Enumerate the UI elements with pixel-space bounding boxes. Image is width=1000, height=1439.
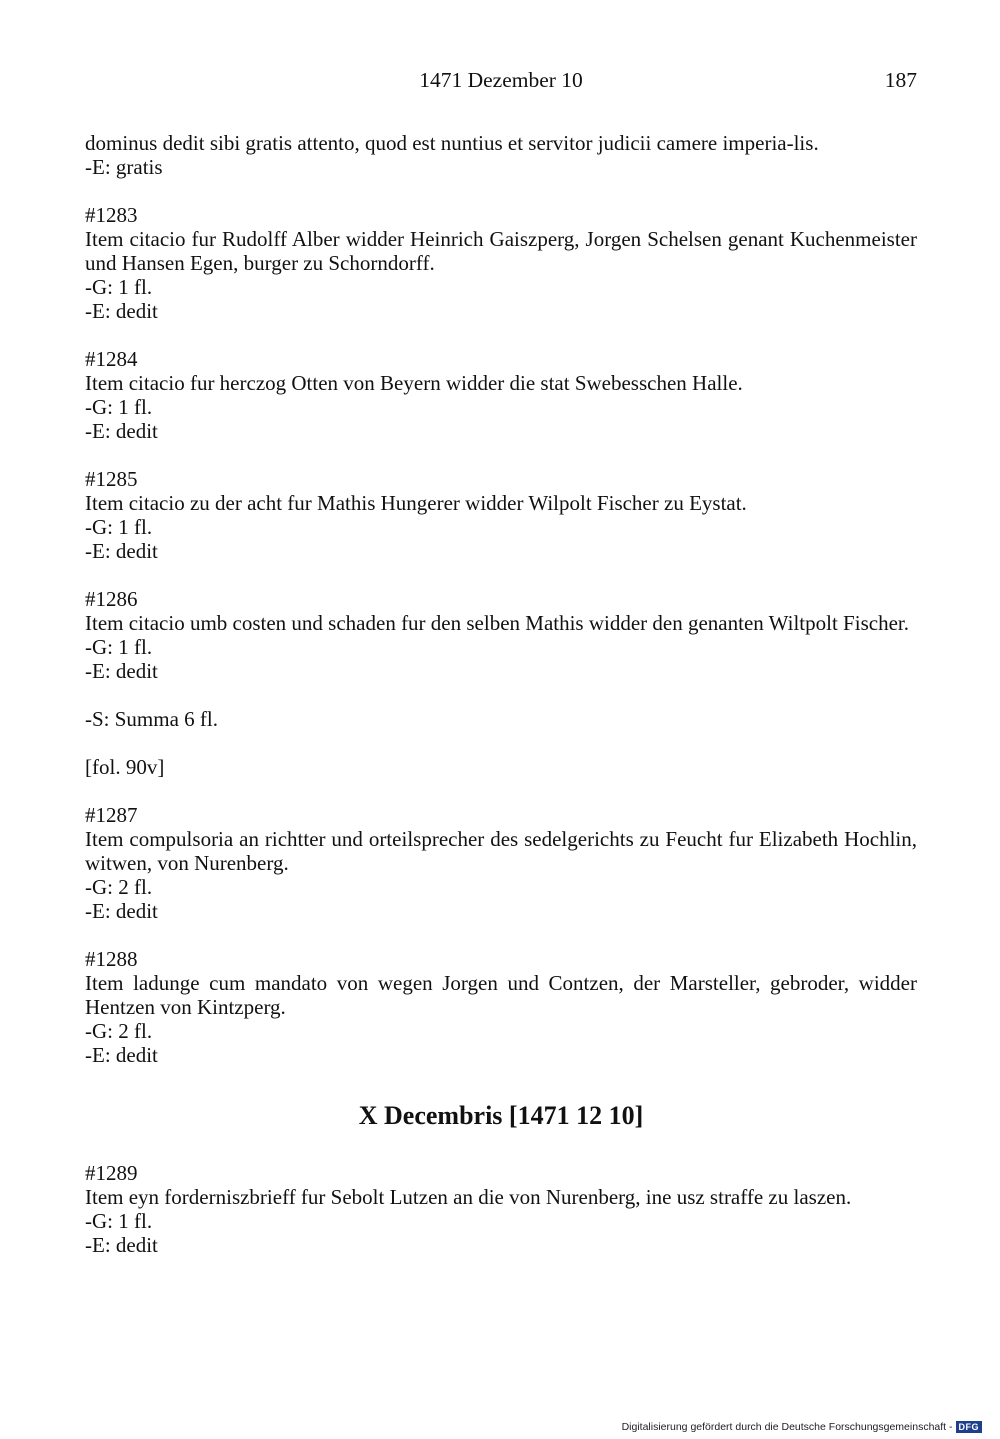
entry-id: #1287 [85, 803, 138, 827]
folio-marker: [fol. 90v] [85, 755, 165, 779]
entry-g-fee: -G: 2 fl. [85, 1019, 153, 1043]
summa-line: -S: Summa 6 fl. [85, 707, 219, 731]
footer-text: Digitalisierung gefördert durch die Deutsche Forschungsgemeinschaft - [621, 1421, 953, 1433]
entry-id: #1283 [85, 203, 138, 227]
entry-e-fee: -E: dedit [85, 1043, 158, 1067]
entry-text: Item citacio umb costen und schaden fur den selben Mathis widder den genanten Wiltpolt Fischer. [85, 611, 909, 635]
digitization-footer [622, 1421, 982, 1433]
entry-1288 [85, 947, 917, 1067]
entry-g-fee: -G: 1 fl. [85, 1209, 153, 1233]
entry-1289 [85, 1161, 917, 1257]
entry-text: Item compulsoria an richtter und orteilsprecher des sedelgerichts zu Feucht fur Elizabeth Hochlin, witwen, von Nurenberg. [85, 827, 917, 875]
intro-text: dominus dedit sibi gratis attento, quod est nuntius et servitor judicii camere imperia-lis. [85, 131, 819, 155]
page-number: 187 [884, 68, 917, 92]
entry-id: #1288 [85, 947, 138, 971]
entry-text: Item citacio fur herczog Otten von Beyern widder die stat Swebesschen Halle. [85, 371, 743, 395]
entry-text: Item citacio fur Rudolff Alber widder Heinrich Gaiszperg, Jorgen Schelsen genant Kuchenmeister und Hansen Egen, burger zu Schorndorff. [85, 227, 917, 275]
page-title: 1471 Dezember 10 [419, 68, 583, 92]
entry-1285 [85, 467, 917, 563]
section-heading: X Decembris [1471 12 10] [358, 1101, 644, 1130]
entry-id: #1285 [85, 467, 138, 491]
entry-text: Item ladunge cum mandato von wegen Jorgen und Contzen, der Marsteller, gebroder, widder Hentzen von Kintzperg. [85, 971, 917, 1019]
dfg-logo-icon: DFG [956, 1421, 983, 1433]
entry-g-fee: -G: 1 fl. [85, 515, 153, 539]
document-body [85, 131, 917, 1257]
entry-e-fee: -E: dedit [85, 299, 158, 323]
entry-e-fee: -E: dedit [85, 539, 158, 563]
entry-id: #1286 [85, 587, 138, 611]
entry-g-fee: -G: 1 fl. [85, 395, 153, 419]
entry-g-fee: -G: 1 fl. [85, 275, 153, 299]
entry-e-fee: -E: dedit [85, 419, 158, 443]
entry-1286 [85, 587, 917, 683]
page-header [85, 68, 917, 102]
intro-fee: -E: gratis [85, 155, 163, 179]
entry-text: Item citacio zu der acht fur Mathis Hungerer widder Wilpolt Fischer zu Eystat. [85, 491, 747, 515]
entry-1283 [85, 203, 917, 323]
entry-id: #1289 [85, 1161, 138, 1185]
entry-e-fee: -E: dedit [85, 899, 158, 923]
entry-g-fee: -G: 2 fl. [85, 875, 153, 899]
entry-e-fee: -E: dedit [85, 659, 158, 683]
entry-1284 [85, 347, 917, 443]
entry-id: #1284 [85, 347, 138, 371]
entry-1287 [85, 803, 917, 923]
entry-g-fee: -G: 1 fl. [85, 635, 153, 659]
entry-e-fee: -E: dedit [85, 1233, 158, 1257]
entry-text: Item eyn forderniszbrieff fur Sebolt Lutzen an die von Nurenberg, ine usz straffe zu laszen. [85, 1185, 852, 1209]
